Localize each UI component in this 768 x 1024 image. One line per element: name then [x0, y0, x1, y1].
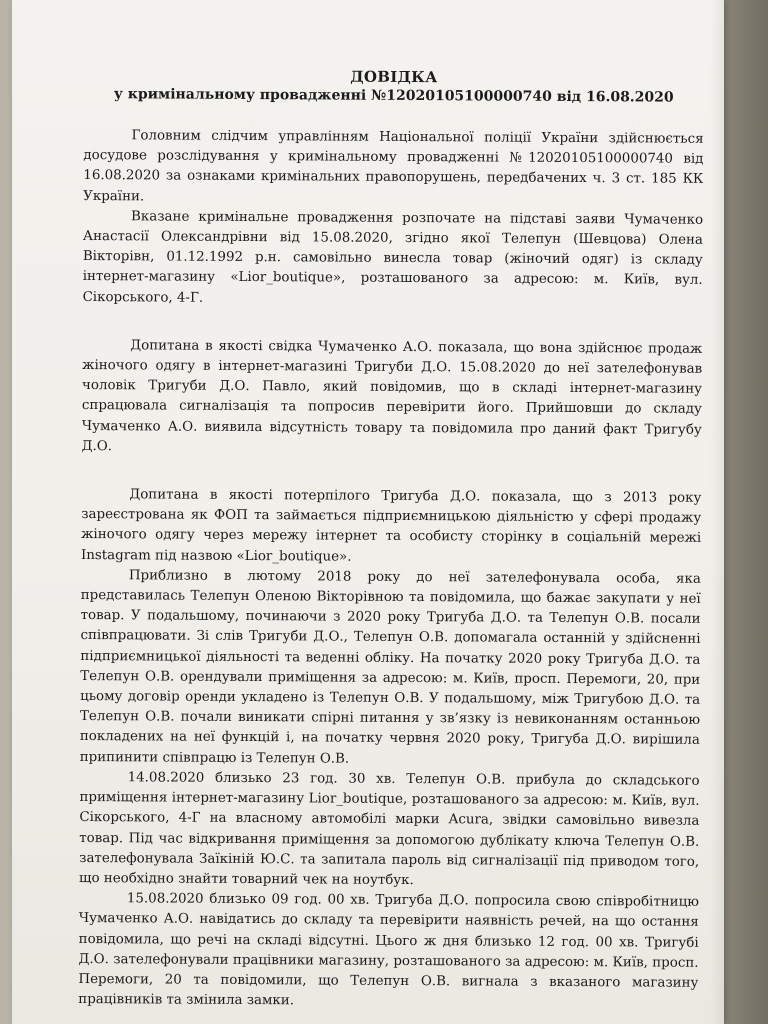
spacer [82, 308, 702, 340]
paragraph-6: 14.08.2020 близько 23 год. 30 хв. Телепун О.В. прибула до складського приміщення інтернет-магазину Lior_boutique, розташованого за адресою: м. Київ, вул. Сікорського, 4-Г на власному автомобілі марки Acura, звідки самовільно вивезла товар. Під час відкривання приміщення за допомогою дублікату ключа Телепун О.В. зателефонувала Заїкіній Ю.С. та запитала пароль від сигналізації під приводом того, що необхідно знайти товарний чек на ноутбук. [78, 770, 700, 888]
document-body [78, 66, 704, 1014]
paragraph-4: Допитана в якості потерпілого Тригуба Д.О. показала, що з 2013 року зареєстрована як ФОП та займається підприємницькою діяльністю у сфері продажу жіночого одягу через мережу інтернет та особисту сторінку в соціальній мережі Instagram під назвою «Lior_boutique». [80, 487, 702, 565]
document-subtitle: у кримінальному провадженні №12020105100000740 від 16.08.2020 [113, 86, 674, 106]
spacer [81, 457, 701, 489]
paragraph-7: 15.08.2020 близько 09 год. 00 хв. Тригуба Д.О. попросила свою співробітницю Чумаченко А.О. навідатись до складу та перевірити наявність речей, на що остання повідомила, що речі на складі відсутні. Цього ж дня близько 12 год. 00 хв. Тригубі Д.О. зателефонували працівники магазину, розташованого за адресою: м. Київ, просп. Перемоги, 20 та повідомили, що Телепун О.В. вигнала з вказаного магазину працівників та змінила замки. [78, 891, 699, 1009]
paragraph-1: Головним слідчим управлінням Національної поліції України здійснюється досудове розслідування у кримінальному провадженні №12020105100000740 від 16.08.2020 за ознаками кримінальних правопорушень, передбачених ч. 3 ст. 185 КК України. [83, 128, 704, 204]
paragraph-5: Приблизно в лютому 2018 року до неї зателефонувала особа, яка представилась Телепун Оленою Вікторівною та повідомила, що бажає закупати у неї товар. У подальшому, починаючи з 2020 року Тригуба Д.О. та Телепун О.В. посали співпрацювати. Зі слів Тригуби Д.О., Телепун О.В. допомагала останній у здійсненні підприємницької діяльності та веденні обліку. На початку 2020 року Тригуба Д.О. та Телепун О.В. орендували приміщення за адресою: м. Київ, просп. Перемоги, 20, при цьому договір оренди укладено із Телепун О.В. У подальшому, між Тригубою Д.О. та Телепун О.В. почали виникати спірні питання у зв’язку із невиконанням останньою покладених на неї функцій і, на початку червня 2020 року, Тригуба Д.О. вирішила припинити співпрацю із Телепун О.В. [79, 568, 701, 767]
paper-edge-shadow [710, 0, 724, 1024]
paragraph-2: Вказане кримінальне провадження розпочате на підставі заяви Чумаченко Анастасії Олександрівни від 15.08.2020, згідно якої Телепун (Шевцова) Олена Вікторівн, 01.12.1992 р.н. самовільно винесла товар (жіночий одяг) із складу інтернет-магазину «Lior_boutique», розташованого за адресою: м. Київ, вул. Сікорського, 4-Г. [82, 209, 704, 306]
document-title: ДОВІДКА [350, 67, 438, 87]
paragraph-3: Допитана в якості свідка Чумаченко А.О. показала, що вона здійснює продаж жіночого одягу в інтернет-магазині Тригуби Д.О. 15.08.2020 до неї зателефонував чоловік Тригуби Д.О. Павло, який повідомив, що в складі інтернет-магазину спрацювала сигналізація та попросив перевірити його. Прийшовши до складу Чумаченко А.О. виявила відсутність товару та повідомила про даний факт Тригубу Д.О. [81, 338, 703, 455]
